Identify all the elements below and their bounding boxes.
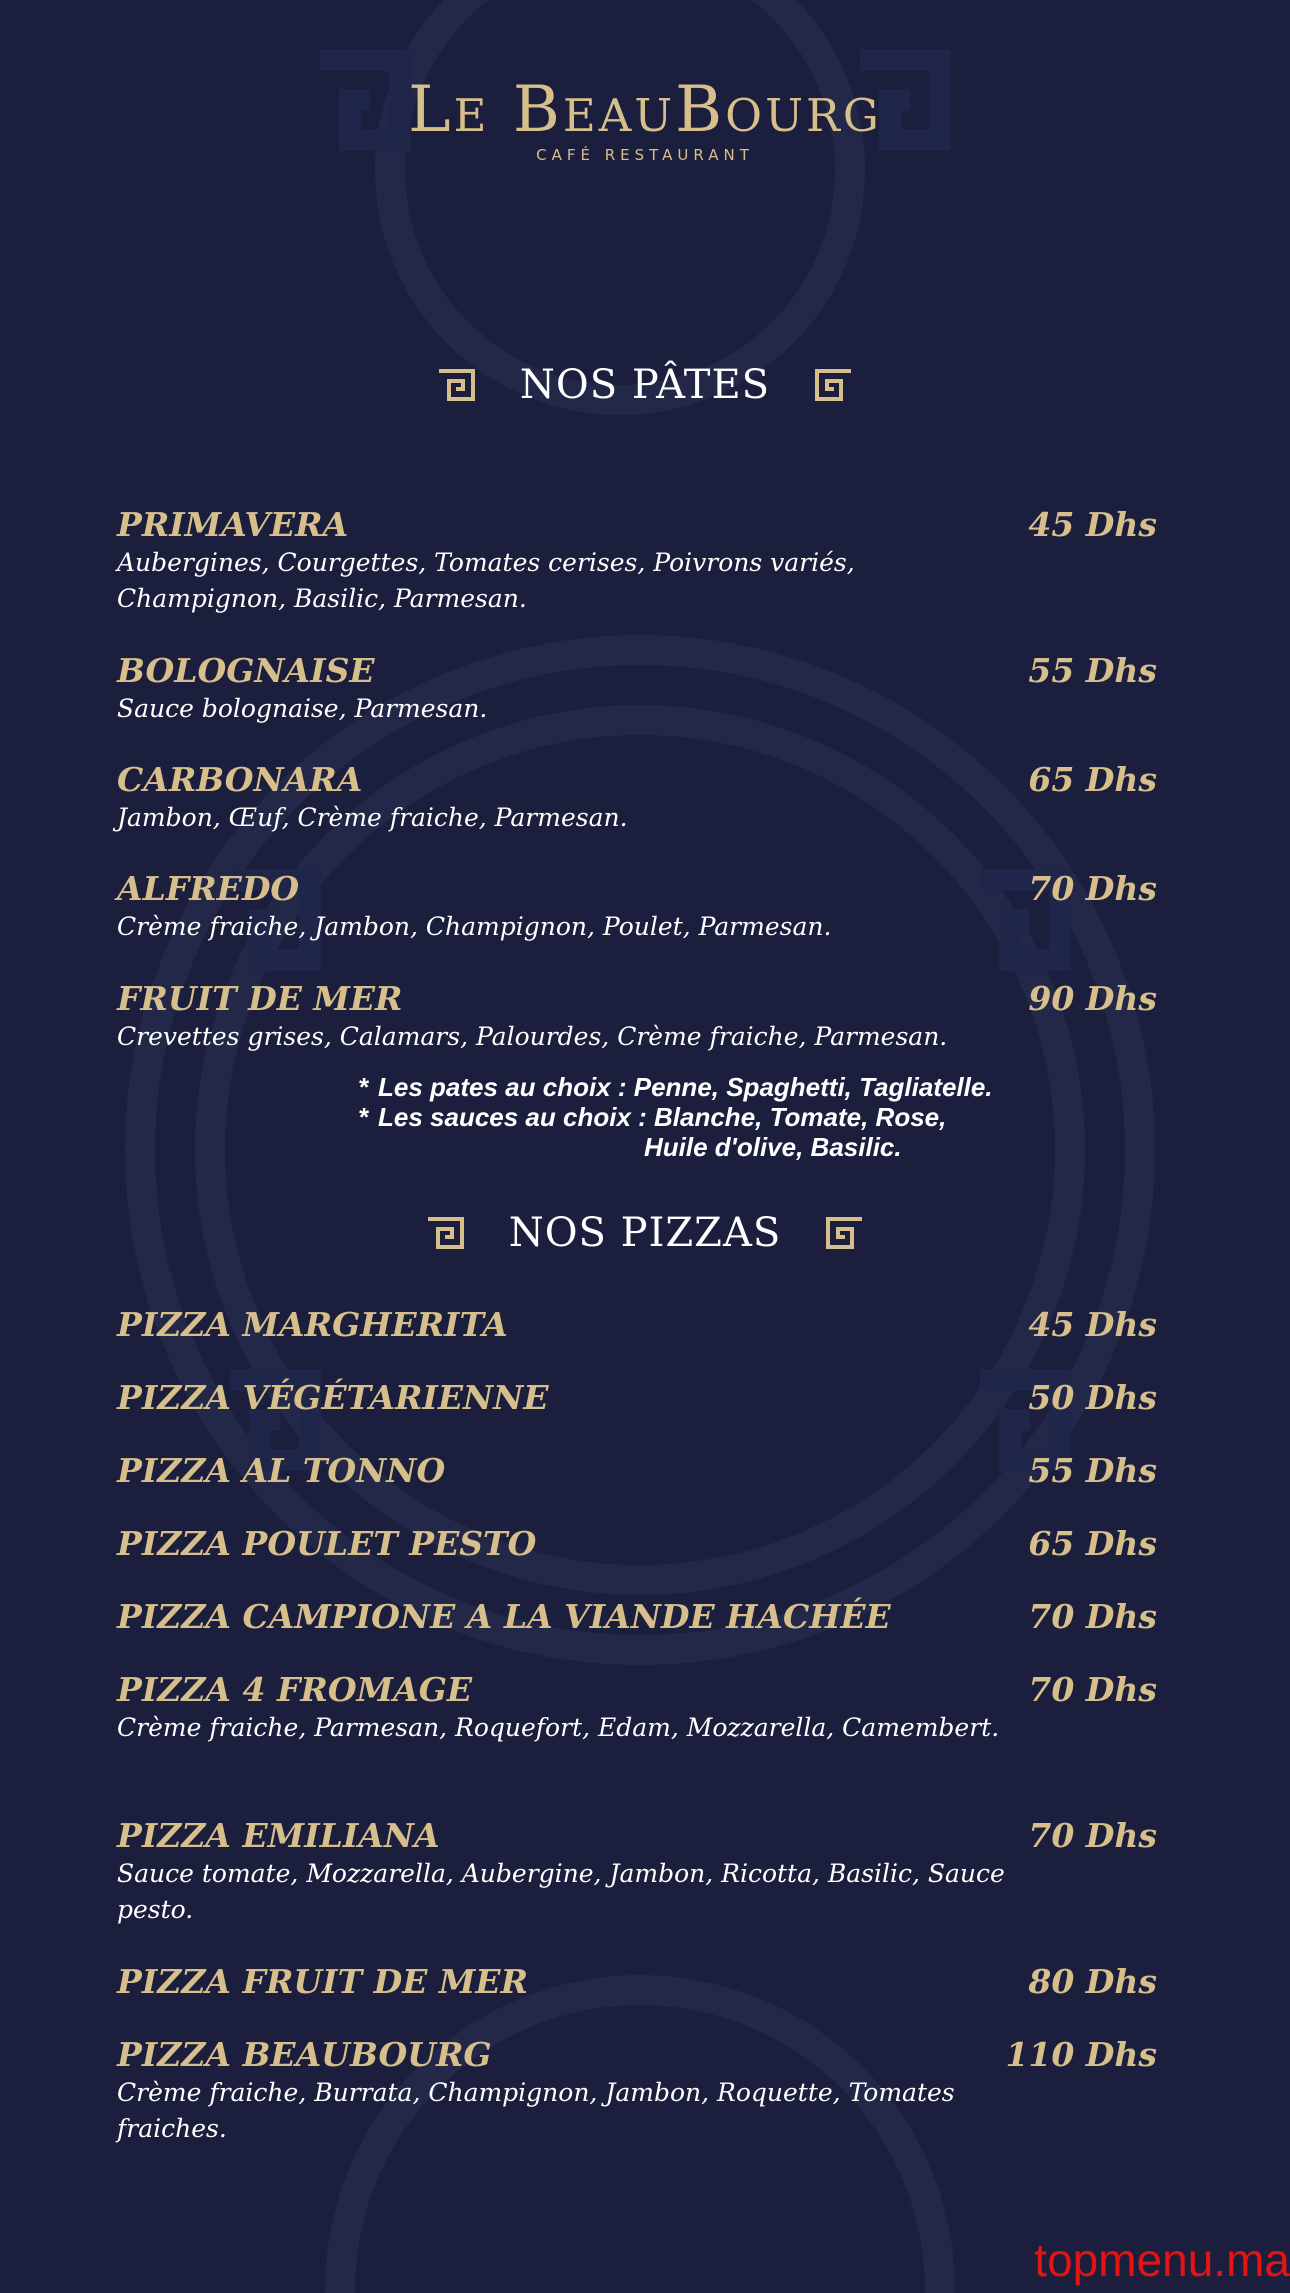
note-pasta-choice: * Les pates au choix : Penne, Spaghetti, Tagliatelle. <box>358 1072 993 1102</box>
pasta-notes <box>358 1072 1078 1162</box>
item-name: PIZZA POULET PESTO <box>117 1524 537 1563</box>
menu-item-pizza-4-fromage <box>117 1670 1157 1746</box>
brand-logo-subtitle: CAFÉ RESTAURANT <box>536 146 754 164</box>
section-heading-pates <box>0 362 1290 408</box>
item-price: 50 Dhs <box>1028 1378 1157 1417</box>
item-name: PIZZA EMILIANA <box>117 1816 440 1855</box>
item-price: 90 Dhs <box>1028 979 1157 1018</box>
menu-item-pizza-margherita <box>117 1305 1157 1345</box>
menu-item-pizza-fruit-de-mer <box>117 1962 1157 2002</box>
section-title-pates: NOS PÂTES <box>519 362 771 408</box>
item-description: Aubergines, Courgettes, Tomates cerises, Poivrons variés, Champignon, Basilic, Parmesan. <box>117 548 855 613</box>
item-description: Crème fraiche, Burrata, Champignon, Jambon, Roquette, Tomates fraiches. <box>117 2078 955 2143</box>
item-name: PIZZA 4 FROMAGE <box>117 1670 473 1709</box>
item-description: Sauce tomate, Mozzarella, Aubergine, Jambon, Ricotta, Basilic, Sauce pesto. <box>117 1859 1005 1924</box>
item-price: 70 Dhs <box>1028 1670 1157 1709</box>
item-description: Crème fraiche, Jambon, Champignon, Poulet, Parmesan. <box>117 912 832 941</box>
item-name: PIZZA AL TONNO <box>117 1451 446 1490</box>
brand-logo-name: Le BeauBourg <box>408 73 882 147</box>
menu-item-carbonara <box>117 760 1157 836</box>
section-heading-pizzas <box>0 1210 1290 1256</box>
item-price: 70 Dhs <box>1028 1816 1157 1855</box>
item-name: BOLOGNAISE <box>117 651 375 690</box>
menu-item-pizza-campione <box>117 1597 1157 1637</box>
item-description: Crevettes grises, Calamars, Palourdes, Crème fraiche, Parmesan. <box>117 1022 948 1051</box>
topmenu-watermark: topmenu.ma <box>1034 2234 1290 2286</box>
item-description: Crème fraiche, Parmesan, Roquefort, Edam, Mozzarella, Camembert. <box>117 1713 1000 1742</box>
item-price: 45 Dhs <box>1028 505 1157 544</box>
menu-item-bolognaise <box>117 651 1157 727</box>
greek-key-left-icon <box>425 1216 465 1250</box>
item-name: FRUIT DE MER <box>117 979 403 1018</box>
item-price: 70 Dhs <box>1028 869 1157 908</box>
menu-item-pizza-poulet-pesto <box>117 1524 1157 1564</box>
menu-item-pizza-beaubourg <box>117 2035 1157 2147</box>
item-price: 55 Dhs <box>1028 1451 1157 1490</box>
greek-key-right-icon <box>825 1216 865 1250</box>
item-price: 65 Dhs <box>1028 760 1157 799</box>
greek-key-left-icon <box>436 368 476 402</box>
menu-item-pizza-vegetarienne <box>117 1378 1157 1418</box>
menu-item-pizza-emiliana <box>117 1816 1157 1928</box>
item-name: PRIMAVERA <box>117 505 349 544</box>
menu-item-pizza-al-tonno <box>117 1451 1157 1491</box>
greek-key-right-icon <box>814 368 854 402</box>
item-name: PIZZA VÉGÉTARIENNE <box>117 1378 549 1417</box>
menu-item-fruit-de-mer <box>117 979 1157 1055</box>
menu-item-primavera <box>117 505 1157 617</box>
item-name: PIZZA CAMPIONE A LA VIANDE HACHÉE <box>117 1597 891 1636</box>
item-description: Sauce bolognaise, Parmesan. <box>117 694 488 723</box>
note-sauce-choice-continued: Huile d'olive, Basilic. <box>644 1132 902 1162</box>
item-price: 70 Dhs <box>1028 1597 1157 1636</box>
brand-header <box>0 73 1290 164</box>
menu-item-alfredo <box>117 869 1157 945</box>
item-description: Jambon, Œuf, Crème fraiche, Parmesan. <box>117 803 628 832</box>
item-name: ALFREDO <box>117 869 300 908</box>
item-name: PIZZA MARGHERITA <box>117 1305 508 1344</box>
item-price: 110 Dhs <box>1005 2035 1157 2074</box>
item-price: 55 Dhs <box>1028 651 1157 690</box>
section-title-pizzas: NOS PIZZAS <box>508 1210 782 1256</box>
note-sauce-choice: * Les sauces au choix : Blanche, Tomate, Rose, <box>358 1102 947 1132</box>
item-price: 80 Dhs <box>1028 1962 1157 2001</box>
item-price: 65 Dhs <box>1028 1524 1157 1563</box>
item-name: PIZZA FRUIT DE MER <box>117 1962 529 2001</box>
item-price: 45 Dhs <box>1028 1305 1157 1344</box>
item-name: PIZZA BEAUBOURG <box>117 2035 492 2074</box>
item-name: CARBONARA <box>117 760 363 799</box>
